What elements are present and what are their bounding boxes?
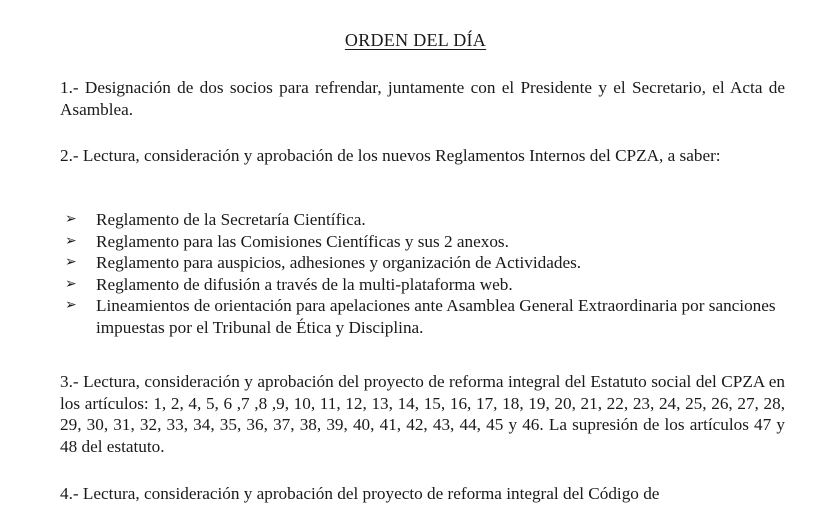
arrow-bullet-icon: ➢: [65, 275, 77, 292]
list-item: [65, 209, 785, 231]
arrow-bullet-icon: ➢: [65, 254, 77, 271]
list-item-text: Reglamento para auspicios, adhesiones y organización de Actividades.: [96, 253, 582, 273]
agenda-item-2: 2.- Lectura, consideración y aprobación de los nuevos Reglamentos Internos del CPZA, a saber:: [60, 146, 721, 165]
regulations-list: [65, 209, 785, 339]
list-item-text: Reglamento para las Comisiones Científicas y sus 2 anexos.: [96, 231, 509, 251]
agenda-item-4: 4.- Lectura, consideración y aprobación del proyecto de reforma integral del Código de: [60, 484, 660, 503]
arrow-bullet-icon: ➢: [65, 297, 77, 314]
list-item: [65, 295, 785, 338]
list-item: [65, 231, 785, 253]
list-item: [65, 252, 785, 274]
arrow-bullet-icon: ➢: [65, 211, 77, 227]
list-item-text: Lineamientos de orientación para apelaciones ante Asamblea General Extraordinaria por sanciones impuestas por el Tribunal de Ética y Disciplina.: [96, 296, 776, 337]
agenda-item-3: 3.- Lectura, consideración y aprobación del proyecto de reforma integral del Estatuto social del CPZA en los artículos: 1, 2, 4, 5, 6 ,7 ,8 ,9, 10, 11, 12, 13, 14, 15, 16, 17, 18, 19, 20, 21, 22, 23, 24, 25, 26, 27, 28, 29, 30, 31, 32, 33, 34, 35, 36, 37, 38, 39, 40, 41, 42, 43, 44, 45 y 46. La supresión de los artículos 47 y 48 del estatuto.: [60, 372, 785, 456]
list-item-text: Reglamento de la Secretaría Científica.: [96, 210, 366, 229]
list-item-text: Reglamento de difusión a través de la multi-plataforma web.: [96, 274, 513, 294]
list-item: [65, 274, 785, 296]
agenda-item-1: 1.- Designación de dos socios para refrendar, juntamente con el Presidente y el Secretario, el Acta de Asamblea.: [60, 78, 785, 119]
arrow-bullet-icon: ➢: [65, 232, 77, 249]
page-title: ORDEN DEL DÍA: [344, 30, 487, 50]
